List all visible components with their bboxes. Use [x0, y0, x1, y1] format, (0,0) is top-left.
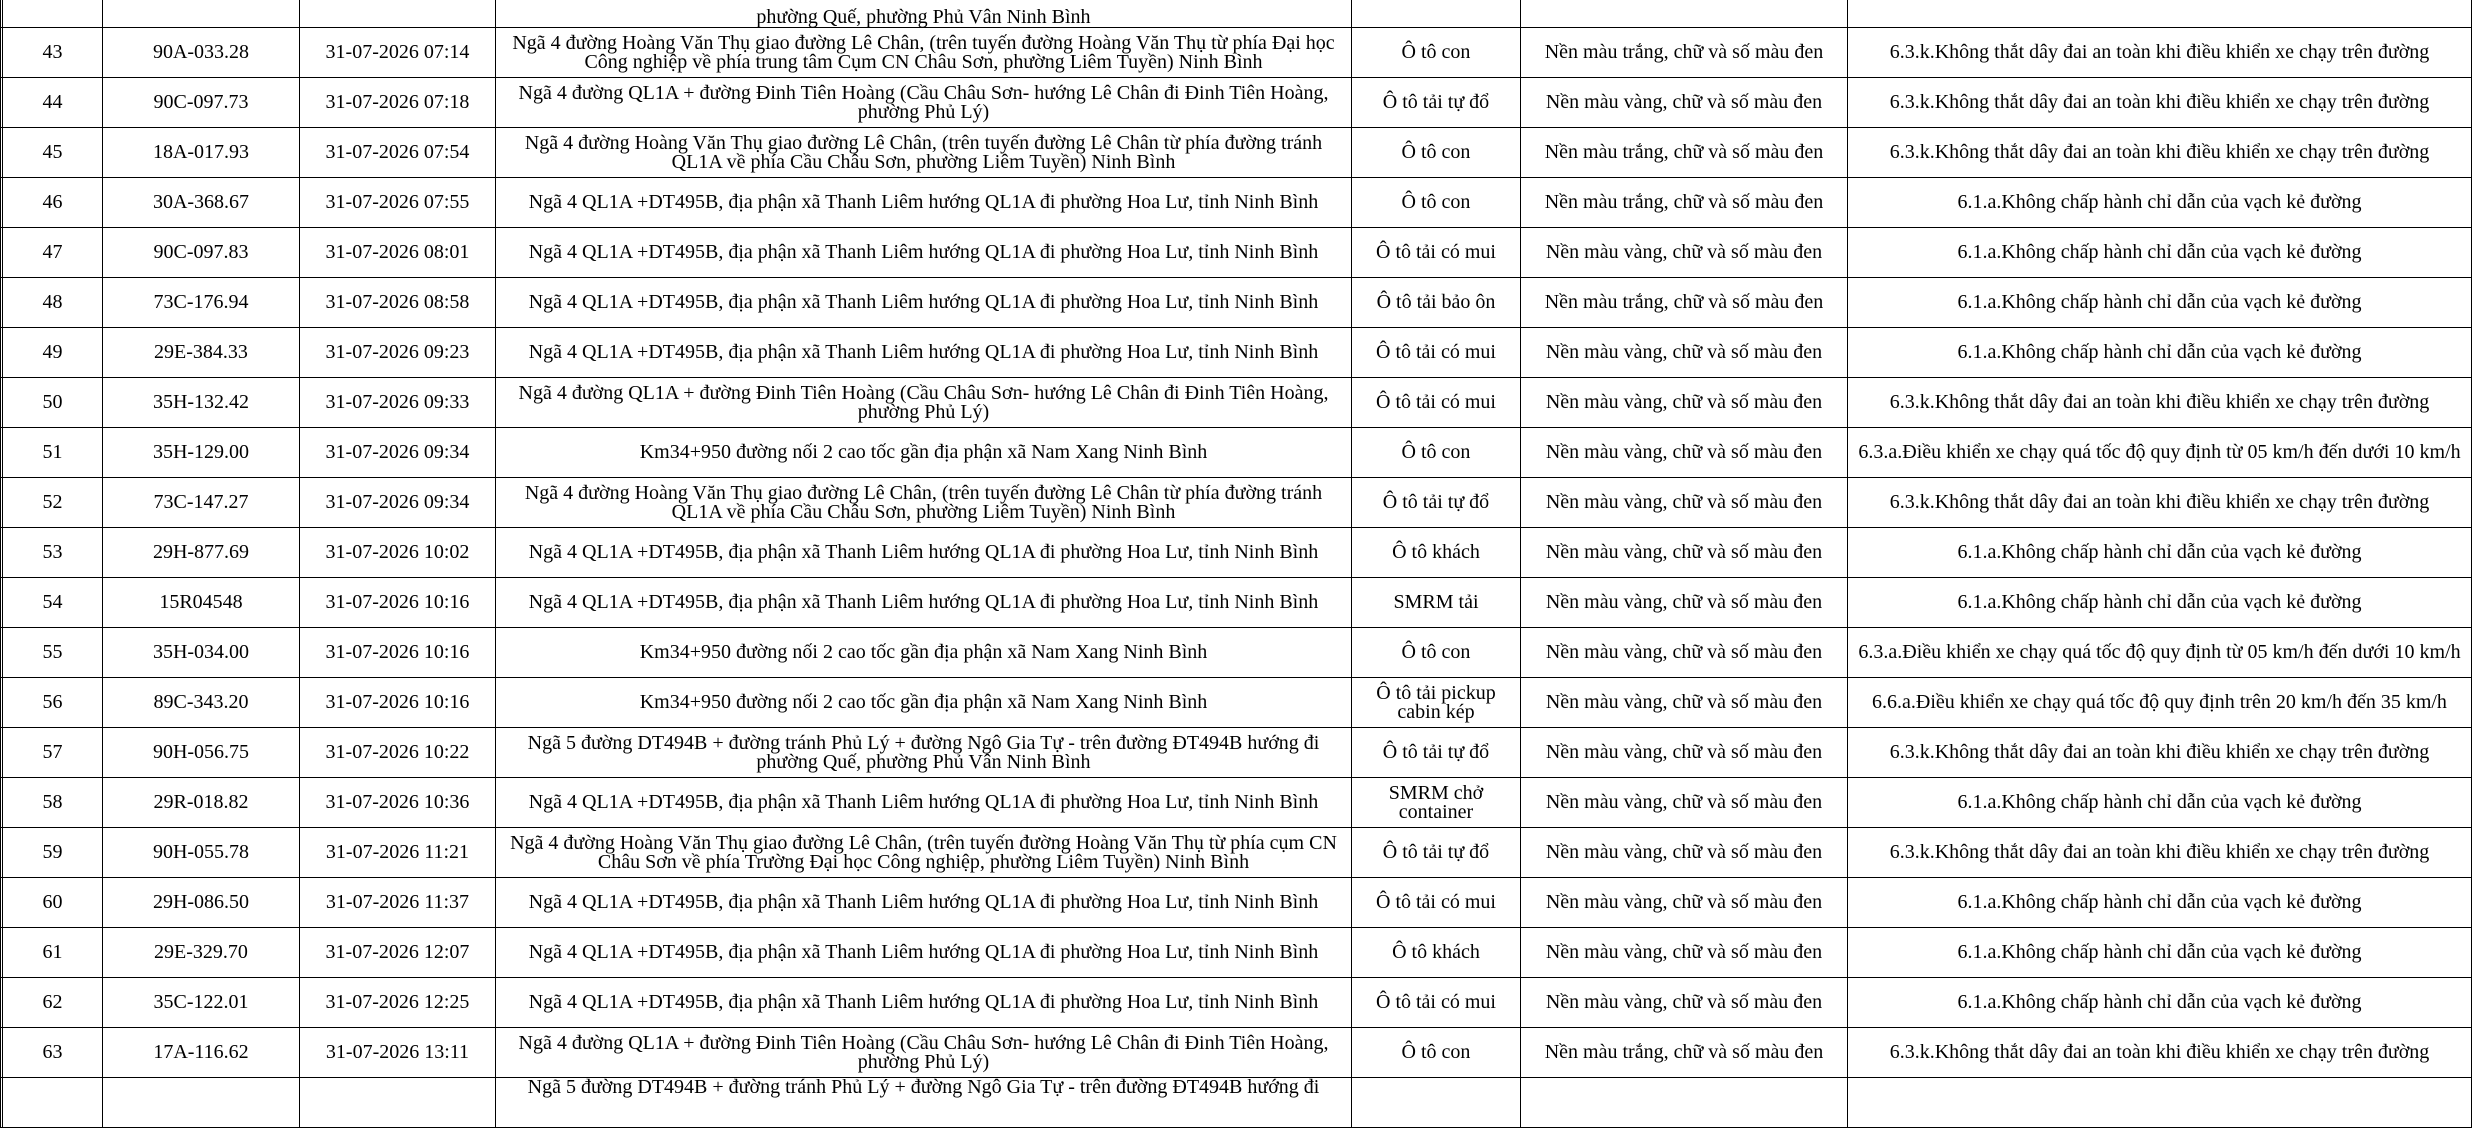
vehicle-cell: Ô tô tải có mui	[1352, 328, 1521, 378]
stt-cell: 59	[3, 828, 103, 878]
location-cell: Ngã 4 QL1A +DT495B, địa phận xã Thanh Liêm hướng QL1A đi phường Hoa Lư, tỉnh Ninh Bình	[496, 328, 1352, 378]
time-cell: 31-07-2026 10:36	[300, 778, 496, 828]
location-cell: Ngã 4 QL1A +DT495B, địa phận xã Thanh Liêm hướng QL1A đi phường Hoa Lư, tỉnh Ninh Bình	[496, 928, 1352, 978]
table-row	[1, 478, 2472, 528]
violation-cell: 6.3.k.Không thắt dây đai an toàn khi điều khiển xe chạy trên đường	[1848, 478, 2472, 528]
vehicle-cell: Ô tô con	[1352, 428, 1521, 478]
table-row	[1, 428, 2472, 478]
time-cell: 31-07-2026 08:01	[300, 228, 496, 278]
violation-cell: 6.1.a.Không chấp hành chỉ dẫn của vạch kẻ đường	[1848, 578, 2472, 628]
location-cell: Ngã 4 QL1A +DT495B, địa phận xã Thanh Liêm hướng QL1A đi phường Hoa Lư, tỉnh Ninh Bình	[496, 278, 1352, 328]
location-cell: Ngã 4 đường Hoàng Văn Thụ giao đường Lê Chân, (trên tuyến đường Lê Chân từ phía đường tránh QL1A về phía Cầu Châu Sơn, phường Liêm Tuyền) Ninh Bình	[496, 128, 1352, 178]
time-cell: 31-07-2026 12:25	[300, 978, 496, 1028]
vehicle-cell: Ô tô tải có mui	[1352, 978, 1521, 1028]
location-cell: Ngã 4 đường QL1A + đường Đinh Tiên Hoàng (Cầu Châu Sơn- hướng Lê Chân đi Đinh Tiên Hoàng, phường Phủ Lý)	[496, 1028, 1352, 1078]
plate-cell: 15R04548	[103, 578, 300, 628]
time-cell: 31-07-2026 11:37	[300, 878, 496, 928]
time-cell: 31-07-2026 08:58	[300, 278, 496, 328]
plate-color-cell: Nền màu vàng, chữ và số màu đen	[1521, 378, 1848, 428]
table-row	[1, 78, 2472, 128]
violation-cell: 6.3.k.Không thắt dây đai an toàn khi điều khiển xe chạy trên đường	[1848, 78, 2472, 128]
stt-cell: 47	[3, 228, 103, 278]
violations-table-body	[1, 0, 2472, 1128]
table-row	[1, 828, 2472, 878]
time-cell: 31-07-2026 10:16	[300, 628, 496, 678]
vehicle-cell: Ô tô tải pickup cabin kép	[1352, 678, 1521, 728]
violation-cell: 6.3.k.Không thắt dây đai an toàn khi điều khiển xe chạy trên đường	[1848, 828, 2472, 878]
plate-color-cell: Nền màu vàng, chữ và số màu đen	[1521, 678, 1848, 728]
plate-color-cell: Nền màu vàng, chữ và số màu đen	[1521, 778, 1848, 828]
table-row	[1, 978, 2472, 1028]
table-row	[1, 628, 2472, 678]
stt-cell: 52	[3, 478, 103, 528]
stt-cell: 62	[3, 978, 103, 1028]
plate-cell: 90A-033.28	[103, 28, 300, 78]
plate-cell: 90C-097.73	[103, 78, 300, 128]
location-cell: Km34+950 đường nối 2 cao tốc gần địa phận xã Nam Xang Ninh Bình	[496, 678, 1352, 728]
plate-cell: 89C-343.20	[103, 678, 300, 728]
plate-cell: 35C-122.01	[103, 978, 300, 1028]
table-row	[1, 128, 2472, 178]
time-cell	[300, 0, 496, 28]
table-row	[1, 278, 2472, 328]
location-cell: Ngã 4 QL1A +DT495B, địa phận xã Thanh Liêm hướng QL1A đi phường Hoa Lư, tỉnh Ninh Bình	[496, 578, 1352, 628]
table-row-partial-bottom	[1, 1078, 2472, 1128]
violation-cell: 6.3.k.Không thắt dây đai an toàn khi điều khiển xe chạy trên đường	[1848, 378, 2472, 428]
table-row-partial-top	[1, 0, 2472, 28]
stt-cell: 57	[3, 728, 103, 778]
plate-color-cell: Nền màu vàng, chữ và số màu đen	[1521, 828, 1848, 878]
vehicle-cell: Ô tô tải tự đổ	[1352, 728, 1521, 778]
stt-cell	[3, 0, 103, 28]
plate-cell: 18A-017.93	[103, 128, 300, 178]
plate-cell: 90H-055.78	[103, 828, 300, 878]
table-row	[1, 878, 2472, 928]
plate-color-cell: Nền màu trắng, chữ và số màu đen	[1521, 178, 1848, 228]
plate-cell: 35H-034.00	[103, 628, 300, 678]
violation-cell: 6.1.a.Không chấp hành chỉ dẫn của vạch kẻ đường	[1848, 278, 2472, 328]
table-row	[1, 728, 2472, 778]
time-cell: 31-07-2026 09:34	[300, 478, 496, 528]
plate-cell: 35H-132.42	[103, 378, 300, 428]
violation-cell: 6.1.a.Không chấp hành chỉ dẫn của vạch kẻ đường	[1848, 178, 2472, 228]
location-cell: Ngã 4 đường Hoàng Văn Thụ giao đường Lê Chân, (trên tuyến đường Hoàng Văn Thụ từ phía cụm CN Châu Sơn về phía Trường Đại học Công nghiệp, phường Liêm Tuyền) Ninh Bình	[496, 828, 1352, 878]
vehicle-cell	[1352, 1078, 1521, 1128]
location-cell: Ngã 4 đường QL1A + đường Đinh Tiên Hoàng (Cầu Châu Sơn- hướng Lê Chân đi Đinh Tiên Hoàng, phường Phủ Lý)	[496, 378, 1352, 428]
table-row	[1, 378, 2472, 428]
violation-cell: 6.3.k.Không thắt dây đai an toàn khi điều khiển xe chạy trên đường	[1848, 728, 2472, 778]
stt-cell: 55	[3, 628, 103, 678]
vehicle-cell: Ô tô tải tự đổ	[1352, 828, 1521, 878]
violation-cell: 6.3.k.Không thắt dây đai an toàn khi điều khiển xe chạy trên đường	[1848, 128, 2472, 178]
table-row	[1, 228, 2472, 278]
plate-color-cell: Nền màu vàng, chữ và số màu đen	[1521, 328, 1848, 378]
violation-cell: 6.3.a.Điều khiển xe chạy quá tốc độ quy định từ 05 km/h đến dưới 10 km/h	[1848, 428, 2472, 478]
stt-cell: 63	[3, 1028, 103, 1078]
time-cell: 31-07-2026 09:34	[300, 428, 496, 478]
plate-cell: 73C-147.27	[103, 478, 300, 528]
plate-cell: 29H-877.69	[103, 528, 300, 578]
plate-cell	[103, 0, 300, 28]
violation-cell: 6.3.a.Điều khiển xe chạy quá tốc độ quy định từ 05 km/h đến dưới 10 km/h	[1848, 628, 2472, 678]
plate-color-cell: Nền màu trắng, chữ và số màu đen	[1521, 1028, 1848, 1078]
stt-cell: 58	[3, 778, 103, 828]
vehicle-cell	[1352, 0, 1521, 28]
table-row	[1, 178, 2472, 228]
stt-cell: 56	[3, 678, 103, 728]
violation-cell	[1848, 0, 2472, 28]
location-cell: Km34+950 đường nối 2 cao tốc gần địa phận xã Nam Xang Ninh Bình	[496, 428, 1352, 478]
table-row	[1, 28, 2472, 78]
time-cell: 31-07-2026 07:55	[300, 178, 496, 228]
vehicle-cell: Ô tô khách	[1352, 528, 1521, 578]
plate-color-cell: Nền màu vàng, chữ và số màu đen	[1521, 628, 1848, 678]
stt-cell: 48	[3, 278, 103, 328]
violation-cell: 6.1.a.Không chấp hành chỉ dẫn của vạch kẻ đường	[1848, 528, 2472, 578]
plate-color-cell	[1521, 0, 1848, 28]
location-cell: Ngã 5 đường DT494B + đường tránh Phủ Lý + đường Ngô Gia Tự - trên đường ĐT494B hướng đi phường Quế, phường Phủ Vân Ninh Bình	[496, 728, 1352, 778]
location-cell: Ngã 4 QL1A +DT495B, địa phận xã Thanh Liêm hướng QL1A đi phường Hoa Lư, tỉnh Ninh Bình	[496, 228, 1352, 278]
vehicle-cell: Ô tô con	[1352, 1028, 1521, 1078]
vehicle-cell: Ô tô khách	[1352, 928, 1521, 978]
plate-color-cell	[1521, 1078, 1848, 1128]
plate-cell: 90H-056.75	[103, 728, 300, 778]
table-row	[1, 528, 2472, 578]
table-row	[1, 1028, 2472, 1078]
plate-cell: 29H-086.50	[103, 878, 300, 928]
violation-cell	[1848, 1078, 2472, 1128]
vehicle-cell: Ô tô tải bảo ôn	[1352, 278, 1521, 328]
stt-cell: 60	[3, 878, 103, 928]
violation-cell: 6.1.a.Không chấp hành chỉ dẫn của vạch kẻ đường	[1848, 778, 2472, 828]
time-cell	[300, 1078, 496, 1128]
plate-color-cell: Nền màu vàng, chữ và số màu đen	[1521, 578, 1848, 628]
violation-cell: 6.3.k.Không thắt dây đai an toàn khi điều khiển xe chạy trên đường	[1848, 28, 2472, 78]
stt-cell: 44	[3, 78, 103, 128]
plate-cell: 73C-176.94	[103, 278, 300, 328]
location-cell: Ngã 4 QL1A +DT495B, địa phận xã Thanh Liêm hướng QL1A đi phường Hoa Lư, tỉnh Ninh Bình	[496, 978, 1352, 1028]
vehicle-cell: Ô tô tải có mui	[1352, 228, 1521, 278]
stt-cell: 61	[3, 928, 103, 978]
stt-cell: 51	[3, 428, 103, 478]
plate-cell: 29R-018.82	[103, 778, 300, 828]
plate-color-cell: Nền màu trắng, chữ và số màu đen	[1521, 28, 1848, 78]
violation-cell: 6.1.a.Không chấp hành chỉ dẫn của vạch kẻ đường	[1848, 878, 2472, 928]
violation-cell: 6.1.a.Không chấp hành chỉ dẫn của vạch kẻ đường	[1848, 928, 2472, 978]
table-row	[1, 678, 2472, 728]
location-cell: Ngã 5 đường DT494B + đường tránh Phủ Lý + đường Ngô Gia Tự - trên đường ĐT494B hướng đi	[496, 1078, 1352, 1128]
plate-color-cell: Nền màu vàng, chữ và số màu đen	[1521, 528, 1848, 578]
vehicle-cell: Ô tô con	[1352, 28, 1521, 78]
plate-cell: 29E-384.33	[103, 328, 300, 378]
time-cell: 31-07-2026 13:11	[300, 1028, 496, 1078]
time-cell: 31-07-2026 07:18	[300, 78, 496, 128]
violation-cell: 6.6.a.Điều khiển xe chạy quá tốc độ quy định trên 20 km/h đến 35 km/h	[1848, 678, 2472, 728]
location-cell: Ngã 4 QL1A +DT495B, địa phận xã Thanh Liêm hướng QL1A đi phường Hoa Lư, tỉnh Ninh Bình	[496, 878, 1352, 928]
vehicle-cell: Ô tô con	[1352, 178, 1521, 228]
plate-color-cell: Nền màu trắng, chữ và số màu đen	[1521, 278, 1848, 328]
plate-cell: 35H-129.00	[103, 428, 300, 478]
violation-cell: 6.1.a.Không chấp hành chỉ dẫn của vạch kẻ đường	[1848, 978, 2472, 1028]
vehicle-cell: Ô tô con	[1352, 128, 1521, 178]
table-row	[1, 778, 2472, 828]
stt-cell: 46	[3, 178, 103, 228]
plate-cell: 30A-368.67	[103, 178, 300, 228]
time-cell: 31-07-2026 10:02	[300, 528, 496, 578]
time-cell: 31-07-2026 10:16	[300, 678, 496, 728]
plate-color-cell: Nền màu vàng, chữ và số màu đen	[1521, 228, 1848, 278]
table-row	[1, 328, 2472, 378]
location-cell: Ngã 4 QL1A +DT495B, địa phận xã Thanh Liêm hướng QL1A đi phường Hoa Lư, tỉnh Ninh Bình	[496, 778, 1352, 828]
violation-cell: 6.1.a.Không chấp hành chỉ dẫn của vạch kẻ đường	[1848, 328, 2472, 378]
time-cell: 31-07-2026 12:07	[300, 928, 496, 978]
time-cell: 31-07-2026 07:14	[300, 28, 496, 78]
plate-cell: 29E-329.70	[103, 928, 300, 978]
time-cell: 31-07-2026 11:21	[300, 828, 496, 878]
location-cell: Ngã 4 đường QL1A + đường Đinh Tiên Hoàng (Cầu Châu Sơn- hướng Lê Chân đi Đinh Tiên Hoàng, phường Phủ Lý)	[496, 78, 1352, 128]
stt-cell: 54	[3, 578, 103, 628]
vehicle-cell: Ô tô tải có mui	[1352, 878, 1521, 928]
location-cell: phường Quế, phường Phủ Vân Ninh Bình	[496, 0, 1352, 28]
time-cell: 31-07-2026 09:33	[300, 378, 496, 428]
plate-color-cell: Nền màu vàng, chữ và số màu đen	[1521, 878, 1848, 928]
plate-color-cell: Nền màu vàng, chữ và số màu đen	[1521, 428, 1848, 478]
stt-cell: 50	[3, 378, 103, 428]
stt-cell	[3, 1078, 103, 1128]
vehicle-cell: Ô tô tải có mui	[1352, 378, 1521, 428]
vehicle-cell: SMRM chở container	[1352, 778, 1521, 828]
location-cell: Ngã 4 đường Hoàng Văn Thụ giao đường Lê Chân, (trên tuyến đường Hoàng Văn Thụ từ phía Đại học Công nghiệp về phía trung tâm Cụm CN Châu Sơn, phường Liêm Tuyền) Ninh Bình	[496, 28, 1352, 78]
time-cell: 31-07-2026 07:54	[300, 128, 496, 178]
stt-cell: 45	[3, 128, 103, 178]
table-row	[1, 928, 2472, 978]
plate-cell	[103, 1078, 300, 1128]
violation-cell: 6.1.a.Không chấp hành chỉ dẫn của vạch kẻ đường	[1848, 228, 2472, 278]
table-row	[1, 578, 2472, 628]
location-cell: Ngã 4 QL1A +DT495B, địa phận xã Thanh Liêm hướng QL1A đi phường Hoa Lư, tỉnh Ninh Bình	[496, 178, 1352, 228]
plate-cell: 90C-097.83	[103, 228, 300, 278]
time-cell: 31-07-2026 09:23	[300, 328, 496, 378]
stt-cell: 49	[3, 328, 103, 378]
plate-color-cell: Nền màu vàng, chữ và số màu đen	[1521, 728, 1848, 778]
plate-color-cell: Nền màu trắng, chữ và số màu đen	[1521, 128, 1848, 178]
vehicle-cell: Ô tô con	[1352, 628, 1521, 678]
plate-color-cell: Nền màu vàng, chữ và số màu đen	[1521, 928, 1848, 978]
location-cell: Ngã 4 QL1A +DT495B, địa phận xã Thanh Liêm hướng QL1A đi phường Hoa Lư, tỉnh Ninh Bình	[496, 528, 1352, 578]
location-cell: Km34+950 đường nối 2 cao tốc gần địa phận xã Nam Xang Ninh Bình	[496, 628, 1352, 678]
vehicle-cell: SMRM tải	[1352, 578, 1521, 628]
vehicle-cell: Ô tô tải tự đổ	[1352, 78, 1521, 128]
time-cell: 31-07-2026 10:16	[300, 578, 496, 628]
stt-cell: 43	[3, 28, 103, 78]
plate-color-cell: Nền màu vàng, chữ và số màu đen	[1521, 478, 1848, 528]
location-cell: Ngã 4 đường Hoàng Văn Thụ giao đường Lê Chân, (trên tuyến đường Lê Chân từ phía đường tránh QL1A về phía Cầu Châu Sơn, phường Liêm Tuyền) Ninh Bình	[496, 478, 1352, 528]
violation-cell: 6.3.k.Không thắt dây đai an toàn khi điều khiển xe chạy trên đường	[1848, 1028, 2472, 1078]
time-cell: 31-07-2026 10:22	[300, 728, 496, 778]
stt-cell: 53	[3, 528, 103, 578]
plate-color-cell: Nền màu vàng, chữ và số màu đen	[1521, 978, 1848, 1028]
vehicle-cell: Ô tô tải tự đổ	[1352, 478, 1521, 528]
plate-color-cell: Nền màu vàng, chữ và số màu đen	[1521, 78, 1848, 128]
plate-cell: 17A-116.62	[103, 1028, 300, 1078]
